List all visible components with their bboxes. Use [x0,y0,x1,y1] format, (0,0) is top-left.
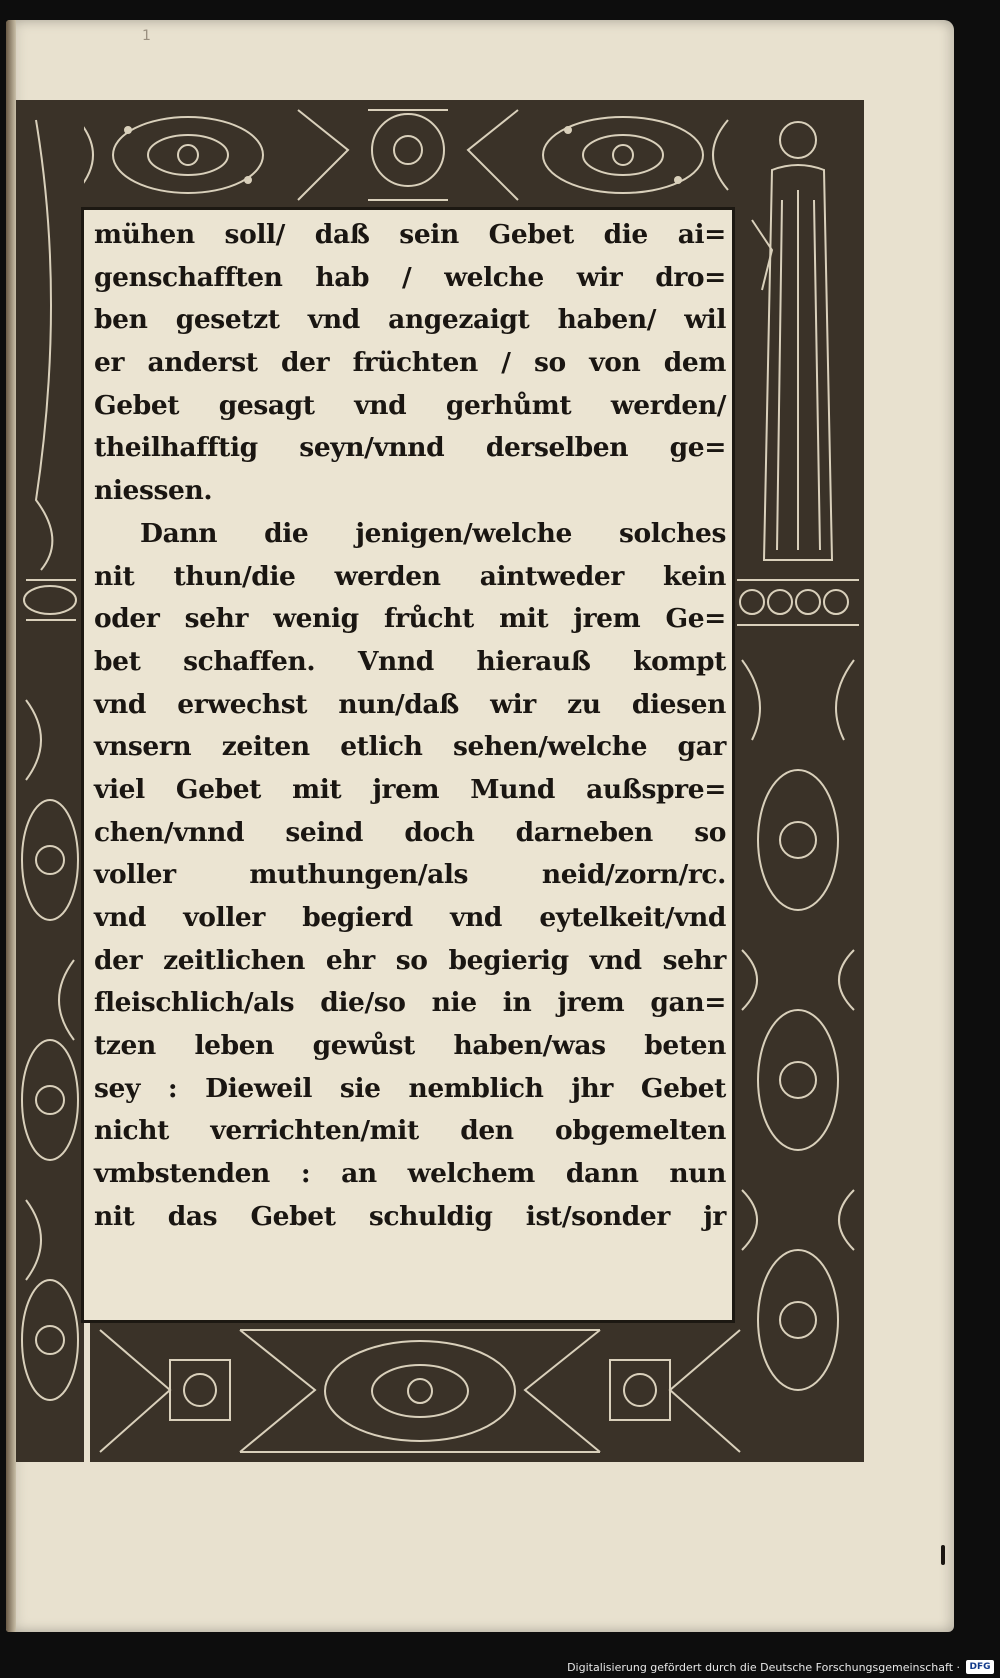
page-spine-edge [6,20,16,1632]
text-line: vmbstenden : an welchem dann nun [94,1158,726,1190]
text-block [84,210,732,1320]
text-line: vnd voller begierd vnd eytelkeit/vnd [94,902,726,933]
pencil-mark: 1 [142,28,151,44]
text-line: bet schaffen. Vnnd hierauß kompt [94,645,726,677]
text-line: chen/vnnd seind doch darneben so [94,816,726,848]
text-line: genschafften hab / welche wir dro= [94,261,726,293]
digitization-credit: Digitalisierung gefördert durch die Deutsche Forschungsgemeinschaft · [567,1661,960,1674]
text-line: vnsern zeiten etlich sehen/welche gar [94,731,726,763]
text-line: theilhafftig seyn/vnnd derselben ge= [94,432,726,464]
top-ornamental-border [68,100,740,210]
text-line: niessen. [94,475,213,507]
ink-mark [941,1545,945,1565]
text-line: vnd erwechst nun/daß wir zu diesen [94,688,726,720]
bottom-ornamental-border [90,1320,750,1462]
text-line: mühen soll/ daß sein Gebet die ai= [94,219,726,250]
text-line: tzen leben gewůst haben/was beten [94,1030,726,1062]
text-line: er anderst der früchten / so von dem [94,347,726,379]
text-line: nit das Gebet schuldig ist/sonder jr [94,1200,726,1232]
right-ornamental-border-with-figure [732,100,864,1462]
text-line: fleischlich/als die/so nie in jrem gan= [94,987,726,1019]
text-line: Dann die jenigen/welche solches [140,517,726,549]
woodcut-border-frame [16,100,864,1462]
left-ornamental-border [16,100,84,1462]
text-line: Gebet gesagt vnd gerhůmt werden/ [94,389,726,421]
text-line: oder sehr wenig frůcht mit jrem Ge= [94,603,726,635]
text-line: ben gesetzt vnd angezaigt haben/ wil [94,304,726,336]
dfg-logo: DFG [966,1660,994,1674]
book-page [6,20,954,1632]
text-line: nicht verrichten/mit den obgemelten [94,1115,726,1147]
text-line: sey : Dieweil sie nemblich jhr Gebet [94,1072,726,1104]
text-line: nit thun/die werden aintweder kein [94,560,726,592]
text-lines [94,214,726,1239]
text-line: viel Gebet mit jrem Mund außspre= [94,773,726,805]
text-line: voller muthungen/als neid/zorn/rc. [94,859,726,891]
text-line: der zeitlichen ehr so begierig vnd sehr [94,944,726,976]
